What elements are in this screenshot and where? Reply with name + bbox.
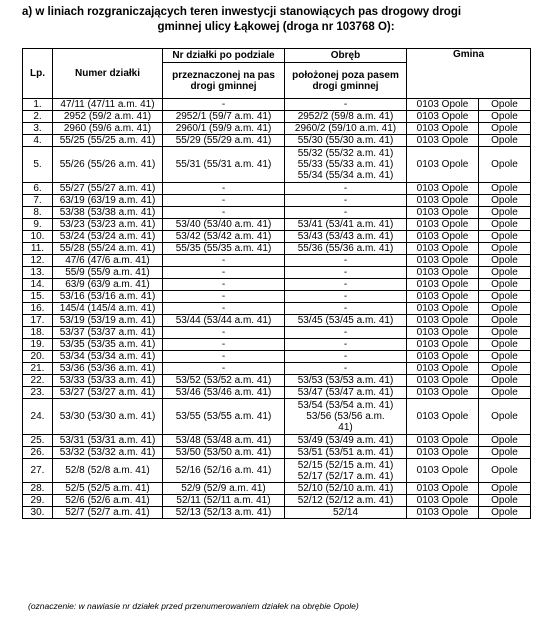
cell-przeznaczonej	[163, 363, 285, 375]
cell-polozonej-line: -	[343, 351, 348, 362]
cell-przeznaczonej-line: -	[221, 99, 226, 110]
table-row	[23, 399, 531, 435]
cell-gmina: Opole	[479, 291, 531, 303]
cell-numer: 63/19 (63/19 a.m. 41)	[53, 195, 163, 207]
cell-polozonej-line: 55/30 (55/30 a.m. 41)	[297, 135, 394, 146]
cell-lp: 12.	[23, 255, 53, 267]
cell-lp: 25.	[23, 435, 53, 447]
cell-gmina: Opole	[479, 315, 531, 327]
cell-obreb: 0103 Opole	[407, 219, 479, 231]
cell-numer: 53/36 (53/36 a.m. 41)	[53, 363, 163, 375]
cell-lp: 24.	[23, 399, 53, 435]
cell-obreb: 0103 Opole	[407, 207, 479, 219]
cell-polozonej	[285, 123, 407, 135]
table-row	[23, 483, 531, 495]
cell-polozonej	[285, 291, 407, 303]
cell-lp: 19.	[23, 339, 53, 351]
cell-polozonej-line: -	[343, 267, 348, 278]
cell-gmina: Opole	[479, 183, 531, 195]
cell-polozonej-line: -	[343, 195, 348, 206]
cell-lp: 27.	[23, 459, 53, 483]
cell-gmina: Opole	[479, 375, 531, 387]
cell-obreb: 0103 Opole	[407, 231, 479, 243]
cell-przeznaczonej	[163, 219, 285, 231]
cell-gmina: Opole	[479, 219, 531, 231]
cell-numer: 52/5 (52/5 a.m. 41)	[53, 483, 163, 495]
cell-przeznaczonej-line: -	[221, 279, 226, 290]
cell-lp: 15.	[23, 291, 53, 303]
cell-lp: 8.	[23, 207, 53, 219]
cell-polozonej-line: -	[343, 255, 348, 266]
header-obreb: Obręb	[285, 49, 407, 63]
cell-polozonej	[285, 459, 407, 483]
cell-polozonej-line: 53/47 (53/47 a.m. 41)	[297, 387, 394, 398]
header-nr-po-podziale: Nr działki po podziale	[163, 49, 285, 63]
cell-lp: 14.	[23, 279, 53, 291]
table-row	[23, 123, 531, 135]
cell-numer: 55/27 (55/27 a.m. 41)	[53, 183, 163, 195]
table-row	[23, 243, 531, 255]
cell-polozonej	[285, 279, 407, 291]
cell-przeznaczonej-line: 52/13 (52/13 a.m. 41)	[175, 507, 272, 518]
cell-numer: 53/33 (53/33 a.m. 41)	[53, 375, 163, 387]
cell-numer: 53/31 (53/31 a.m. 41)	[53, 435, 163, 447]
cell-polozonej	[285, 339, 407, 351]
cell-numer: 53/38 (53/38 a.m. 41)	[53, 207, 163, 219]
cell-przeznaczonej	[163, 279, 285, 291]
cell-przeznaczonej	[163, 339, 285, 351]
cell-obreb: 0103 Opole	[407, 447, 479, 459]
cell-obreb: 0103 Opole	[407, 147, 479, 183]
cell-obreb: 0103 Opole	[407, 99, 479, 111]
cell-polozonej-line: -	[343, 363, 348, 374]
cell-polozonej	[285, 327, 407, 339]
cell-lp: 9.	[23, 219, 53, 231]
cell-przeznaczonej-line: 53/52 (53/52 a.m. 41)	[175, 375, 272, 386]
cell-obreb: 0103 Opole	[407, 483, 479, 495]
cell-numer: 53/34 (53/34 a.m. 41)	[53, 351, 163, 363]
cell-gmina: Opole	[479, 507, 531, 519]
cell-polozonej-line: 53/41 (53/41 a.m. 41)	[297, 219, 394, 230]
cell-przeznaczonej-line: -	[221, 183, 226, 194]
cell-polozonej	[285, 387, 407, 399]
cell-polozonej	[285, 243, 407, 255]
cell-przeznaczonej-line: -	[221, 267, 226, 278]
cell-gmina: Opole	[479, 135, 531, 147]
cell-obreb: 0103 Opole	[407, 495, 479, 507]
cell-lp: 2.	[23, 111, 53, 123]
cell-gmina: Opole	[479, 327, 531, 339]
cell-polozonej	[285, 195, 407, 207]
table-row	[23, 315, 531, 327]
table-row	[23, 495, 531, 507]
cell-przeznaczonej	[163, 387, 285, 399]
cell-polozonej-line: 55/32 (55/32 a.m. 41)	[297, 148, 394, 159]
cell-przeznaczonej	[163, 135, 285, 147]
table-row	[23, 459, 531, 483]
cell-polozonej	[285, 315, 407, 327]
cell-gmina: Opole	[479, 279, 531, 291]
cell-polozonej	[285, 495, 407, 507]
table-row	[23, 339, 531, 351]
cell-lp: 6.	[23, 183, 53, 195]
cell-przeznaczonej	[163, 123, 285, 135]
table-row	[23, 183, 531, 195]
cell-lp: 22.	[23, 375, 53, 387]
cell-polozonej-line: -	[343, 99, 348, 110]
cell-lp: 17.	[23, 315, 53, 327]
cell-przeznaczonej	[163, 459, 285, 483]
cell-numer: 53/35 (53/35 a.m. 41)	[53, 339, 163, 351]
cell-numer: 53/37 (53/37 a.m. 41)	[53, 327, 163, 339]
cell-gmina: Opole	[479, 351, 531, 363]
cell-gmina: Opole	[479, 123, 531, 135]
cell-obreb: 0103 Opole	[407, 351, 479, 363]
cell-gmina: Opole	[479, 111, 531, 123]
table-row	[23, 363, 531, 375]
header-numer-dzialki: Numer działki	[53, 49, 163, 99]
header-row-1	[23, 49, 531, 63]
cell-przeznaczonej-line: -	[221, 291, 226, 302]
cell-polozonej	[285, 267, 407, 279]
cell-przeznaczonej-line: -	[221, 207, 226, 218]
cell-polozonej	[285, 303, 407, 315]
cell-lp: 13.	[23, 267, 53, 279]
cell-przeznaczonej-line: 52/9 (52/9 a.m. 41)	[181, 483, 266, 494]
cell-przeznaczonej-line: 53/46 (53/46 a.m. 41)	[175, 387, 272, 398]
cell-przeznaczonej	[163, 231, 285, 243]
cell-polozonej	[285, 207, 407, 219]
cell-przeznaczonej-line: 55/35 (55/35 a.m. 41)	[175, 243, 272, 254]
cell-przeznaczonej	[163, 483, 285, 495]
cell-przeznaczonej	[163, 315, 285, 327]
cell-przeznaczonej-line: 53/44 (53/44 a.m. 41)	[175, 315, 272, 326]
cell-lp: 3.	[23, 123, 53, 135]
cell-polozonej-line: -	[343, 279, 348, 290]
table-row	[23, 447, 531, 459]
cell-lp: 7.	[23, 195, 53, 207]
cell-numer: 52/7 (52/7 a.m. 41)	[53, 507, 163, 519]
cell-polozonej	[285, 183, 407, 195]
cell-polozonej-line: 53/56 (53/56 a.m.	[306, 411, 385, 422]
cell-polozonej	[285, 99, 407, 111]
cell-polozonej-line: -	[343, 327, 348, 338]
header-lp: Lp.	[23, 49, 53, 99]
table-row	[23, 255, 531, 267]
cell-gmina: Opole	[479, 483, 531, 495]
cell-przeznaczonej-line: 53/55 (53/55 a.m. 41)	[175, 411, 272, 422]
cell-polozonej	[285, 447, 407, 459]
cell-gmina: Opole	[479, 207, 531, 219]
table-row	[23, 267, 531, 279]
table-row	[23, 135, 531, 147]
cell-polozonej	[285, 351, 407, 363]
cell-polozonej	[285, 483, 407, 495]
cell-polozonej-line: 52/15 (52/15 a.m. 41)	[297, 459, 394, 471]
title-line-1: a) w liniach rozgraniczających teren inwestycji stanowiących pas drogowy drogi	[22, 6, 462, 18]
cell-polozonej-line: -	[343, 303, 348, 314]
cell-numer: 53/30 (53/30 a.m. 41)	[53, 399, 163, 435]
table-row	[23, 279, 531, 291]
cell-polozonej	[285, 219, 407, 231]
cell-polozonej	[285, 135, 407, 147]
cell-gmina: Opole	[479, 255, 531, 267]
table-row	[23, 351, 531, 363]
cell-gmina: Opole	[479, 195, 531, 207]
cell-polozonej-line: -	[343, 183, 348, 194]
table-body	[23, 99, 531, 519]
cell-numer: 53/16 (53/16 a.m. 41)	[53, 291, 163, 303]
cell-polozonej-line: 53/45 (53/45 a.m. 41)	[297, 315, 394, 326]
cell-lp: 5.	[23, 147, 53, 183]
cell-przeznaczonej-line: -	[221, 363, 226, 374]
section-title	[22, 5, 530, 35]
table-row	[23, 111, 531, 123]
table-row	[23, 147, 531, 183]
cell-numer: 2960 (59/6 a.m. 41)	[53, 123, 163, 135]
cell-lp: 23.	[23, 387, 53, 399]
table-row	[23, 291, 531, 303]
cell-lp: 11.	[23, 243, 53, 255]
cell-numer: 53/32 (53/32 a.m. 41)	[53, 447, 163, 459]
cell-przeznaczonej	[163, 147, 285, 183]
cell-obreb: 0103 Opole	[407, 255, 479, 267]
cell-numer: 47/11 (47/11 a.m. 41)	[53, 99, 163, 111]
cell-obreb: 0103 Opole	[407, 303, 479, 315]
plots-table	[22, 48, 531, 519]
cell-obreb: 0103 Opole	[407, 507, 479, 519]
cell-numer: 63/9 (63/9 a.m. 41)	[53, 279, 163, 291]
cell-polozonej-line: 55/34 (55/34 a.m. 41)	[297, 170, 394, 181]
cell-numer: 55/26 (55/26 a.m. 41)	[53, 147, 163, 183]
cell-polozonej	[285, 363, 407, 375]
cell-numer: 53/24 (53/24 a.m. 41)	[53, 231, 163, 243]
cell-numer: 52/8 (52/8 a.m. 41)	[53, 459, 163, 483]
cell-numer: 55/28 (55/24 a.m. 41)	[53, 243, 163, 255]
table-row	[23, 207, 531, 219]
cell-numer: 53/23 (53/23 a.m. 41)	[53, 219, 163, 231]
cell-przeznaczonej-line: -	[221, 327, 226, 338]
cell-polozonej-line: 53/43 (53/43 a.m. 41)	[297, 231, 394, 242]
table-row	[23, 231, 531, 243]
cell-polozonej-line: 53/54 (53/54 a.m. 41)	[297, 400, 394, 411]
cell-obreb: 0103 Opole	[407, 111, 479, 123]
cell-polozonej-line: 53/51 (53/51 a.m. 41)	[297, 447, 394, 458]
cell-obreb: 0103 Opole	[407, 279, 479, 291]
table-row	[23, 195, 531, 207]
cell-lp: 1.	[23, 99, 53, 111]
cell-przeznaczonej	[163, 507, 285, 519]
cell-lp: 4.	[23, 135, 53, 147]
cell-obreb: 0103 Opole	[407, 183, 479, 195]
cell-gmina: Opole	[479, 231, 531, 243]
table-row	[23, 507, 531, 519]
cell-polozonej	[285, 147, 407, 183]
cell-lp: 10.	[23, 231, 53, 243]
cell-gmina: Opole	[479, 387, 531, 399]
cell-przeznaczonej-line: 55/31 (55/31 a.m. 41)	[175, 159, 272, 170]
cell-polozonej	[285, 399, 407, 435]
cell-przeznaczonej	[163, 495, 285, 507]
cell-obreb: 0103 Opole	[407, 267, 479, 279]
cell-numer: 55/25 (55/25 a.m. 41)	[53, 135, 163, 147]
cell-przeznaczonej-line: -	[221, 303, 226, 314]
cell-gmina: Opole	[479, 303, 531, 315]
cell-lp: 16.	[23, 303, 53, 315]
cell-gmina: Opole	[479, 495, 531, 507]
cell-numer: 2952 (59/2 a.m. 41)	[53, 111, 163, 123]
cell-obreb: 0103 Opole	[407, 435, 479, 447]
cell-przeznaczonej-line: 2952/1 (59/7 a.m. 41)	[175, 111, 272, 122]
cell-gmina: Opole	[479, 363, 531, 375]
table-row	[23, 435, 531, 447]
cell-polozonej-line: 2960/2 (59/10 a.m. 41)	[294, 123, 397, 134]
cell-przeznaczonej	[163, 375, 285, 387]
footnote: (oznaczenie: w nawiasie nr działek przed przenumerowaniem działek na obrębie Opole)	[28, 601, 359, 611]
cell-obreb: 0103 Opole	[407, 291, 479, 303]
cell-gmina: Opole	[479, 459, 531, 483]
cell-przeznaczonej-line: 53/50 (53/50 a.m. 41)	[175, 447, 272, 458]
cell-przeznaczonej-line: 52/16 (52/16 a.m. 41)	[175, 465, 272, 476]
cell-polozonej-line: 2952/2 (59/8 a.m. 41)	[297, 111, 394, 122]
cell-gmina: Opole	[479, 435, 531, 447]
cell-gmina: Opole	[479, 399, 531, 435]
header-przeznaczonej: przeznaczonej na pas drogi gminnej	[163, 63, 285, 99]
cell-polozonej	[285, 111, 407, 123]
cell-przeznaczonej-line: -	[221, 255, 226, 266]
cell-przeznaczonej	[163, 99, 285, 111]
table-row	[23, 327, 531, 339]
cell-przeznaczonej	[163, 447, 285, 459]
cell-polozonej	[285, 507, 407, 519]
cell-obreb: 0103 Opole	[407, 363, 479, 375]
cell-polozonej-line: 53/49 (53/49 a.m. 41)	[297, 435, 394, 446]
cell-przeznaczonej	[163, 303, 285, 315]
cell-polozonej	[285, 231, 407, 243]
cell-polozonej-line: 55/36 (55/36 a.m. 41)	[297, 243, 394, 254]
cell-przeznaczonej	[163, 267, 285, 279]
cell-obreb: 0103 Opole	[407, 243, 479, 255]
cell-obreb: 0103 Opole	[407, 195, 479, 207]
cell-polozonej	[285, 375, 407, 387]
cell-przeznaczonej	[163, 291, 285, 303]
cell-numer: 55/9 (55/9 a.m. 41)	[53, 267, 163, 279]
cell-przeznaczonej	[163, 243, 285, 255]
cell-lp: 29.	[23, 495, 53, 507]
cell-lp: 26.	[23, 447, 53, 459]
cell-lp: 21.	[23, 363, 53, 375]
table-row	[23, 219, 531, 231]
cell-przeznaczonej-line: -	[221, 351, 226, 362]
cell-polozonej-line: 52/10 (52/10 a.m. 41)	[297, 483, 394, 494]
table-row	[23, 387, 531, 399]
cell-przeznaczonej-line: 53/48 (53/48 a.m. 41)	[175, 435, 272, 446]
cell-numer: 145/4 (145/4 a.m. 41)	[53, 303, 163, 315]
cell-lp: 28.	[23, 483, 53, 495]
cell-obreb: 0103 Opole	[407, 315, 479, 327]
cell-przeznaczonej	[163, 399, 285, 435]
table-row	[23, 375, 531, 387]
cell-przeznaczonej-line: 53/42 (53/42 a.m. 41)	[175, 231, 272, 242]
cell-lp: 18.	[23, 327, 53, 339]
cell-numer: 53/27 (53/27 a.m. 41)	[53, 387, 163, 399]
cell-przeznaczonej-line: 55/29 (55/29 a.m. 41)	[175, 135, 272, 146]
cell-polozonej-line: 41)	[338, 422, 353, 433]
header-polozonej: położonej poza pasem drogi gminnej	[285, 63, 407, 99]
cell-numer: 53/19 (53/19 a.m. 41)	[53, 315, 163, 327]
cell-polozonej	[285, 435, 407, 447]
cell-polozonej-line: 52/14	[332, 507, 359, 518]
cell-przeznaczonej-line: 53/40 (53/40 a.m. 41)	[175, 219, 272, 230]
cell-gmina: Opole	[479, 243, 531, 255]
cell-gmina: Opole	[479, 147, 531, 183]
cell-polozonej-line: 52/12 (52/12 a.m. 41)	[297, 495, 394, 506]
table-row	[23, 303, 531, 315]
cell-przeznaczonej	[163, 195, 285, 207]
cell-obreb: 0103 Opole	[407, 375, 479, 387]
cell-przeznaczonej-line: 2960/1 (59/9 a.m. 41)	[175, 123, 272, 134]
cell-polozonej-line: 53/53 (53/53 a.m. 41)	[297, 375, 394, 386]
cell-gmina: Opole	[479, 339, 531, 351]
cell-gmina: Opole	[479, 447, 531, 459]
cell-polozonej-line: 55/33 (55/33 a.m. 41)	[297, 159, 394, 170]
cell-obreb: 0103 Opole	[407, 459, 479, 483]
cell-przeznaczonej	[163, 435, 285, 447]
cell-gmina: Opole	[479, 267, 531, 279]
title-line-2: gminnej ulicy Łąkowej (droga nr 103768 O):	[157, 21, 395, 33]
cell-przeznaczonej	[163, 207, 285, 219]
cell-lp: 20.	[23, 351, 53, 363]
cell-polozonej-line: -	[343, 291, 348, 302]
table-row	[23, 99, 531, 111]
cell-lp: 30.	[23, 507, 53, 519]
cell-polozonej-line: -	[343, 339, 348, 350]
cell-przeznaczonej	[163, 255, 285, 267]
cell-przeznaczonej	[163, 327, 285, 339]
cell-przeznaczonej-line: -	[221, 195, 226, 206]
header-gmina: Gmina	[407, 49, 531, 99]
cell-obreb: 0103 Opole	[407, 339, 479, 351]
cell-numer: 52/6 (52/6 a.m. 41)	[53, 495, 163, 507]
cell-przeznaczonej-line: 52/11 (52/11 a.m. 41)	[176, 495, 271, 506]
cell-przeznaczonej	[163, 183, 285, 195]
cell-numer: 47/6 (47/6 a.m. 41)	[53, 255, 163, 267]
cell-polozonej-line: 52/17 (52/17 a.m. 41)	[297, 470, 394, 482]
cell-przeznaczonej	[163, 351, 285, 363]
cell-obreb: 0103 Opole	[407, 399, 479, 435]
cell-obreb: 0103 Opole	[407, 135, 479, 147]
cell-gmina: Opole	[479, 99, 531, 111]
cell-polozonej	[285, 255, 407, 267]
cell-przeznaczonej-line: -	[221, 339, 226, 350]
cell-obreb: 0103 Opole	[407, 327, 479, 339]
cell-obreb: 0103 Opole	[407, 387, 479, 399]
cell-polozonej-line: -	[343, 207, 348, 218]
cell-przeznaczonej	[163, 111, 285, 123]
cell-obreb: 0103 Opole	[407, 123, 479, 135]
